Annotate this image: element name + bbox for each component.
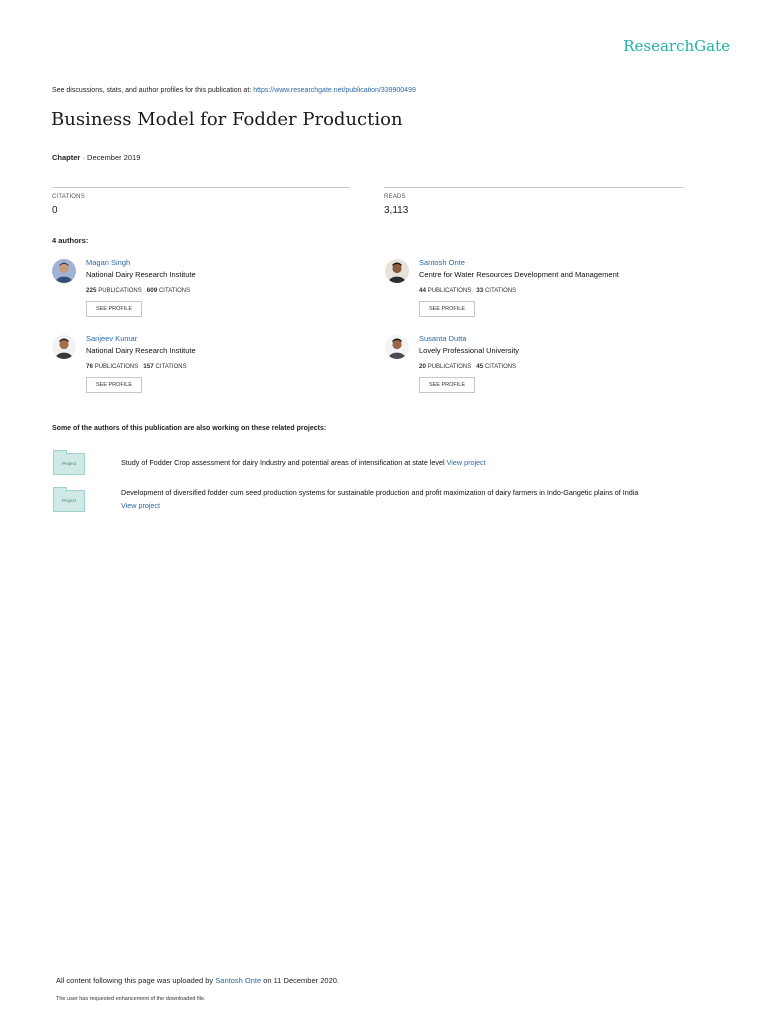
upload-suffix: on 11 December 2020. (263, 976, 339, 985)
author-card (385, 335, 715, 405)
author-institution: Lovely Professional University (419, 346, 520, 355)
publication-url-link[interactable]: https://www.researchgate.net/publication/339900499 (253, 87, 416, 94)
author-name-link[interactable]: Sanjeev Kumar (86, 334, 138, 343)
author-stats (86, 287, 190, 294)
see-profile-button[interactable]: SEE PROFILE (86, 301, 142, 317)
related-projects-heading: Some of the authors of this publication are also working on these related projects: (52, 425, 327, 432)
see-profile-button[interactable]: SEE PROFILE (419, 377, 475, 393)
avatar[interactable] (385, 259, 409, 283)
see-profile-button[interactable]: SEE PROFILE (86, 377, 142, 393)
reads-value: 3,113 (384, 205, 409, 216)
publications-label: PUBLICATIONS (94, 364, 139, 370)
see-profile-button[interactable]: SEE PROFILE (419, 301, 475, 317)
discussion-line (52, 87, 416, 94)
avatar[interactable] (52, 335, 76, 359)
uploader-link[interactable]: Santosh Onte (215, 976, 262, 985)
authors-heading: 4 authors: (52, 236, 89, 245)
author-stats (86, 363, 187, 370)
citations-count: 33 (476, 287, 484, 294)
author-institution: National Dairy Research Institute (86, 270, 196, 279)
publications-label: PUBLICATIONS (427, 364, 472, 370)
citations-label: CITATIONS (484, 364, 517, 370)
view-project-link[interactable]: View project (121, 501, 161, 510)
publications-label: PUBLICATIONS (98, 288, 142, 294)
citations-label: CITATIONS (52, 194, 85, 200)
avatar[interactable] (52, 259, 76, 283)
author-name-link[interactable]: Susanta Dutta (419, 334, 467, 343)
reads-label: READS (384, 194, 406, 200)
discussion-prefix: See discussions, stats, and author profiles for this publication at: (52, 87, 252, 94)
author-card (52, 335, 382, 405)
author-institution: Centre for Water Resources Development and Management (419, 270, 619, 279)
project-description: Development of diversified fodder cum seed production systems for sustainable production and profit maximization of dairy farmers in Indo-Gangetic plains of India (121, 488, 639, 497)
publications-label: PUBLICATIONS (427, 288, 472, 294)
upload-note (56, 976, 339, 985)
view-project-link[interactable]: View project (446, 458, 486, 467)
project-folder-icon[interactable] (53, 453, 85, 475)
publication-type: Chapter (52, 153, 81, 162)
author-stats (419, 363, 516, 370)
author-name-link[interactable]: Santosh Onte (419, 258, 465, 267)
citations-label: CITATIONS (484, 288, 517, 294)
author-card (52, 259, 382, 329)
citations-count: 157 (143, 363, 154, 370)
project-description: Study of Fodder Crop assessment for dairy Industry and potential areas of intensification at state level (121, 458, 445, 467)
author-card (385, 259, 715, 329)
publications-count: 76 (86, 363, 94, 370)
citations-label: CITATIONS (158, 288, 191, 294)
upload-prefix: All content following this page was uploaded by (56, 976, 214, 985)
citations-count: 609 (146, 287, 158, 294)
citations-value: 0 (52, 205, 58, 216)
researchgate-logo[interactable]: ResearchGate (623, 37, 730, 55)
project-icon-label: Project (61, 498, 76, 503)
publication-meta (52, 153, 140, 162)
project-folder-icon[interactable] (53, 490, 85, 512)
publications-count: 225 (86, 287, 97, 294)
citations-count: 45 (476, 363, 484, 370)
meta-separator: · (82, 153, 85, 162)
divider-reads (384, 187, 684, 188)
divider-citations (52, 187, 350, 188)
publications-count: 44 (419, 287, 427, 294)
avatar[interactable] (385, 335, 409, 359)
publication-date: December 2019 (87, 153, 141, 162)
enhancement-note: The user has requested enhancement of the downloaded file. (56, 996, 206, 1002)
project-icon-label: Project (61, 461, 76, 466)
author-institution: National Dairy Research Institute (86, 346, 196, 355)
author-stats (419, 287, 516, 294)
project-item (121, 456, 486, 469)
project-item (121, 486, 638, 512)
citations-label: CITATIONS (155, 364, 187, 370)
publication-title: Business Model for Fodder Production (51, 109, 403, 130)
author-name-link[interactable]: Magan Singh (86, 258, 131, 267)
publications-count: 20 (419, 363, 427, 370)
